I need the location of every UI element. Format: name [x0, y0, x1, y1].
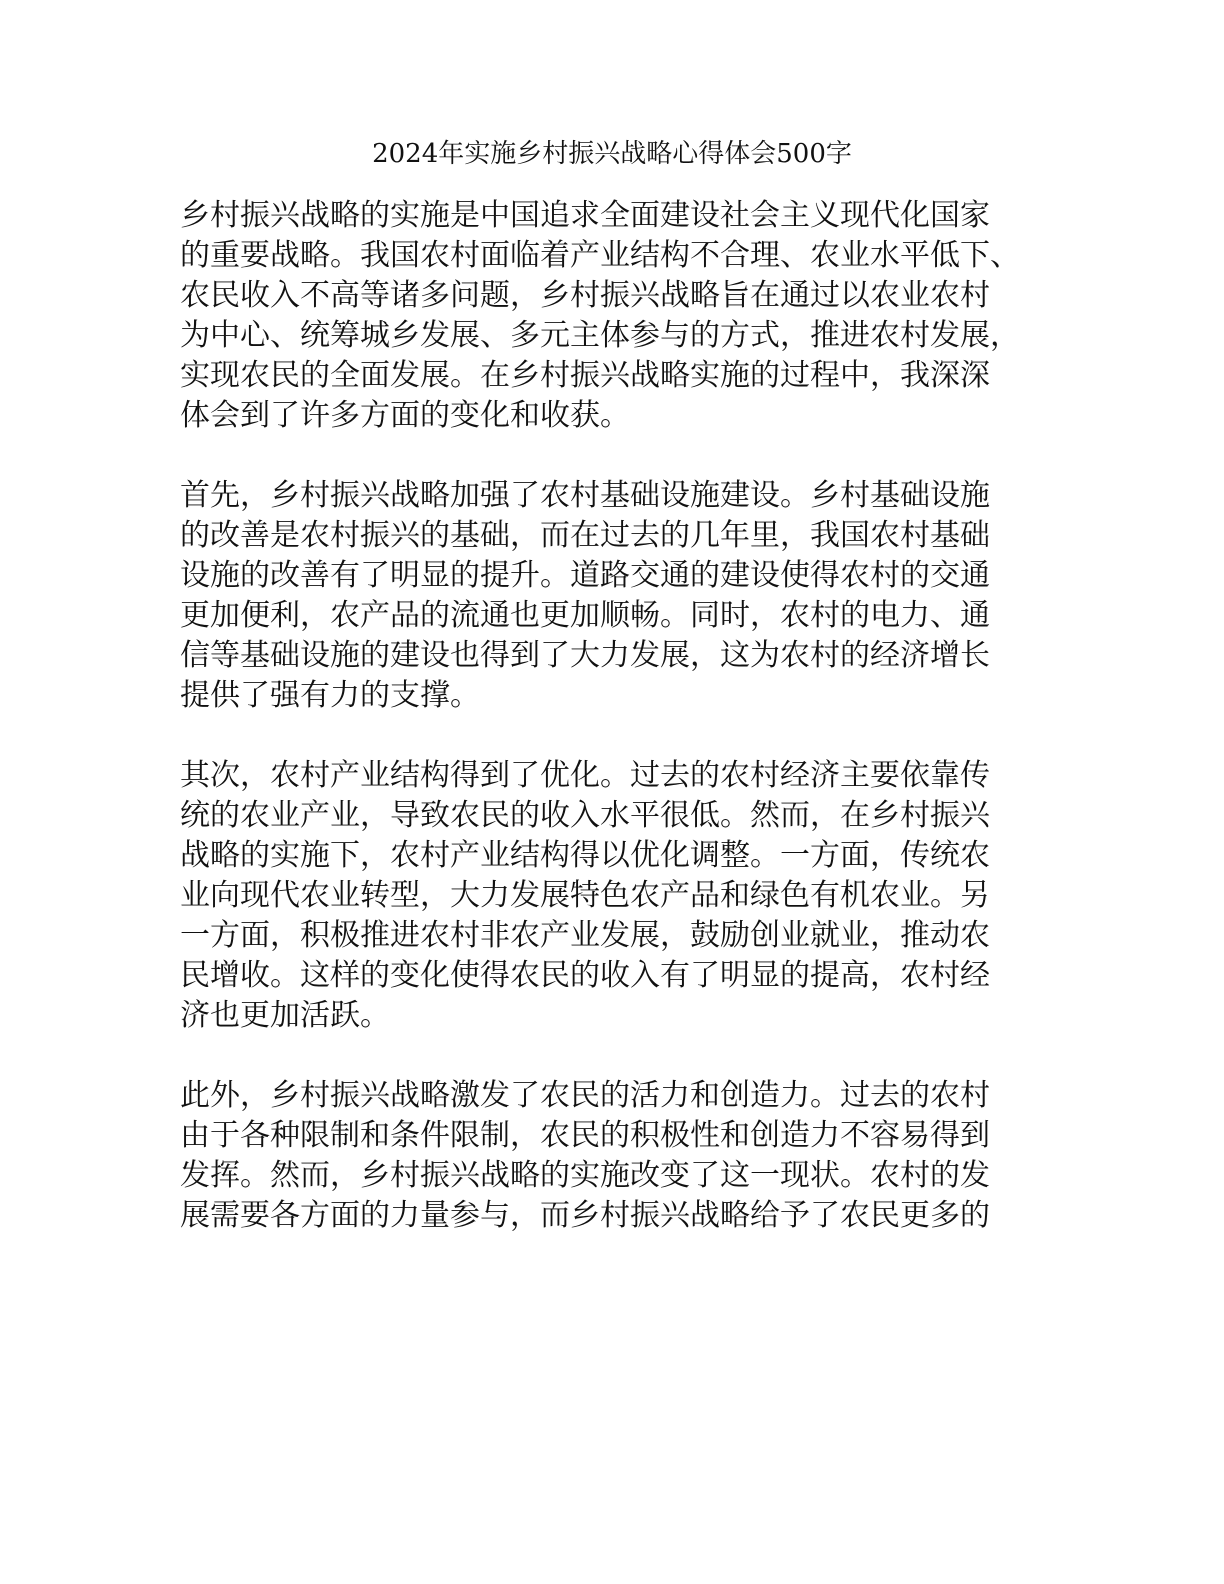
text-line: 展需要各方面的力量参与，而乡村振兴战略给予了农民更多的 [180, 1198, 990, 1233]
text-line: 其次，农村产业结构得到了优化。过去的农村经济主要依靠传 [180, 758, 990, 793]
paragraph-infrastructure [180, 476, 1040, 716]
text-line: 发挥。然而，乡村振兴战略的实施改变了这一现状。农村的发 [180, 1158, 990, 1193]
text-line: 设施的改善有了明显的提升。道路交通的建设使得农村的交通 [180, 558, 990, 593]
text-line: 统的农业产业，导致农民的收入水平很低。然而，在乡村振兴 [180, 798, 990, 833]
text-line: 为中心、统筹城乡发展、多元主体参与的方式，推进农村发展， [180, 318, 1020, 353]
text-line: 乡村振兴战略的实施是中国追求全面建设社会主义现代化国家 [180, 198, 990, 233]
text-line: 民增收。这样的变化使得农民的收入有了明显的提高，农村经 [180, 958, 990, 993]
document-body [180, 196, 1040, 1276]
paragraph-vitality [180, 1076, 1040, 1236]
text-line: 业向现代农业转型，大力发展特色农产品和绿色有机农业。另 [180, 878, 990, 913]
text-line: 体会到了许多方面的变化和收获。 [180, 398, 630, 433]
text-line: 的重要战略。我国农村面临着产业结构不合理、农业水平低下、 [180, 238, 1020, 273]
document-title: 2024年实施乡村振兴战略心得体会500字 [372, 139, 852, 169]
text-line: 此外，乡村振兴战略激发了农民的活力和创造力。过去的农村 [180, 1078, 990, 1113]
text-line: 提供了强有力的支撑。 [180, 678, 480, 713]
text-line: 战略的实施下，农村产业结构得以优化调整。一方面，传统农 [180, 838, 990, 873]
text-line: 首先，乡村振兴战略加强了农村基础设施建设。乡村基础设施 [180, 478, 990, 513]
text-line: 济也更加活跃。 [180, 998, 390, 1033]
text-line: 的改善是农村振兴的基础，而在过去的几年里，我国农村基础 [180, 518, 990, 553]
text-line: 实现农民的全面发展。在乡村振兴战略实施的过程中，我深深 [180, 358, 990, 393]
text-line: 信等基础设施的建设也得到了大力发展，这为农村的经济增长 [180, 638, 990, 673]
text-line: 一方面，积极推进农村非农产业发展，鼓励创业就业，推动农 [180, 918, 990, 953]
text-line: 由于各种限制和条件限制，农民的积极性和创造力不容易得到 [180, 1118, 990, 1153]
paragraph-intro [180, 196, 1040, 436]
text-line: 更加便利，农产品的流通也更加顺畅。同时，农村的电力、通 [180, 598, 990, 633]
paragraph-industry [180, 756, 1040, 1036]
text-line: 农民收入不高等诸多问题，乡村振兴战略旨在通过以农业农村 [180, 278, 990, 313]
